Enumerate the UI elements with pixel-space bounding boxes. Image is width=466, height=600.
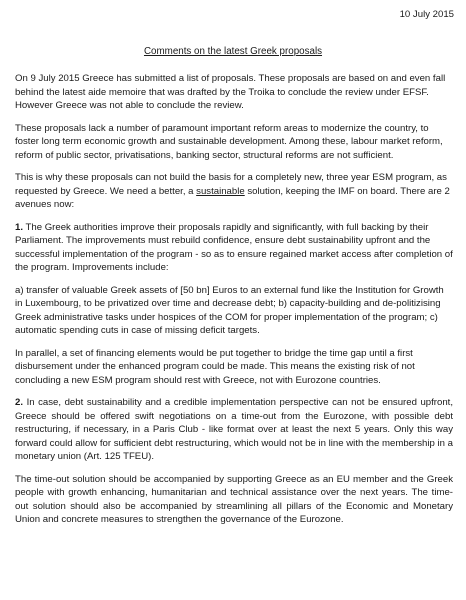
document-title: Comments on the latest Greek proposals — [143, 46, 323, 57]
avenue-2-number: 2. — [15, 397, 24, 408]
paragraph-time-out: The time-out solution should be accompanied by supporting Greece as an EU member and the Greek people with growth enhancing, humanitarian and technical assistance over the next years. The time-out solution should also be accompanied by streamlining all pillars of the Economic and Monetary Union and concrete measures to strengthen the governance of the Eurozone. — [15, 473, 453, 525]
paragraph-financing: In parallel, a set of financing elements would be put together to bridge the time gap until a first disbursement under the enhanced program could be made. This means the existing risk of not concluding a new ESM program should rest with Greece, not with Eurozone countries. — [15, 347, 415, 386]
paragraph-improvements-list: a) transfer of valuable Greek assets of [50 bn] Euros to an external fund like the Institution for Growth in Luxembourg, to be privatized over time and decrease debt; b) capacity-building and de-politizising Greek administrative tasks under hospices of the COM for proper implementation of the program; c) automatic spending cuts in case of missing deficit targets. — [15, 284, 444, 336]
document-body — [15, 72, 453, 536]
paragraph-avenue-1 — [15, 221, 453, 275]
avenue-2-text: In case, debt sustainability and a credible implementation perspective can not be ensured upfront, Greece should be offered swift negotiations on a time-out from the Eurozone, with possible debt restructuring, if necessary, in a Paris Club - like format over at least the next 5 years. Only this way forward could allow for sufficient debt restructuring, which would not be in line with the membership in a monetary union (Art. 125 TFEU). — [15, 397, 453, 462]
avenue-1-number: 1. — [15, 221, 24, 233]
paragraph-avenues — [15, 171, 453, 212]
document-date: 10 July 2015 — [399, 9, 454, 20]
avenues-text-start: This is why these proposals can not build the basis for a completely new, three year ESM program, as requested by Greece. We need a better, a — [15, 172, 447, 197]
sustainable-underlined: sustainable — [196, 185, 245, 197]
avenues-text-end: solution, keeping the IMF on board. There are 2 avenues now: — [15, 185, 450, 210]
avenue-1-text: The Greek authorities improve their proposals rapidly and significantly, with full backing by their Parliament. The improvements must rebuild confidence, ensure debt sustainability upfront and the successful implementation of the program - so as to ensure regained market access after completion of the program. Improvements include: — [15, 221, 453, 273]
paragraph-missing-reforms: These proposals lack a number of paramount important reform areas to modernize the country, to foster long term economic growth and sustainable development. Among these, labour market reform, reform of public sector, privatisations, banking sector, structural reforms are not sufficient. — [15, 122, 443, 161]
paragraph-intro: On 9 July 2015 Greece has submitted a list of proposals. These proposals are based on and even fall behind the latest aide memoire that was drafted by the Troika to conclude the review under EFSF. However Greece was not able to conclude the review. — [15, 73, 446, 111]
paragraph-avenue-2 — [15, 396, 453, 464]
